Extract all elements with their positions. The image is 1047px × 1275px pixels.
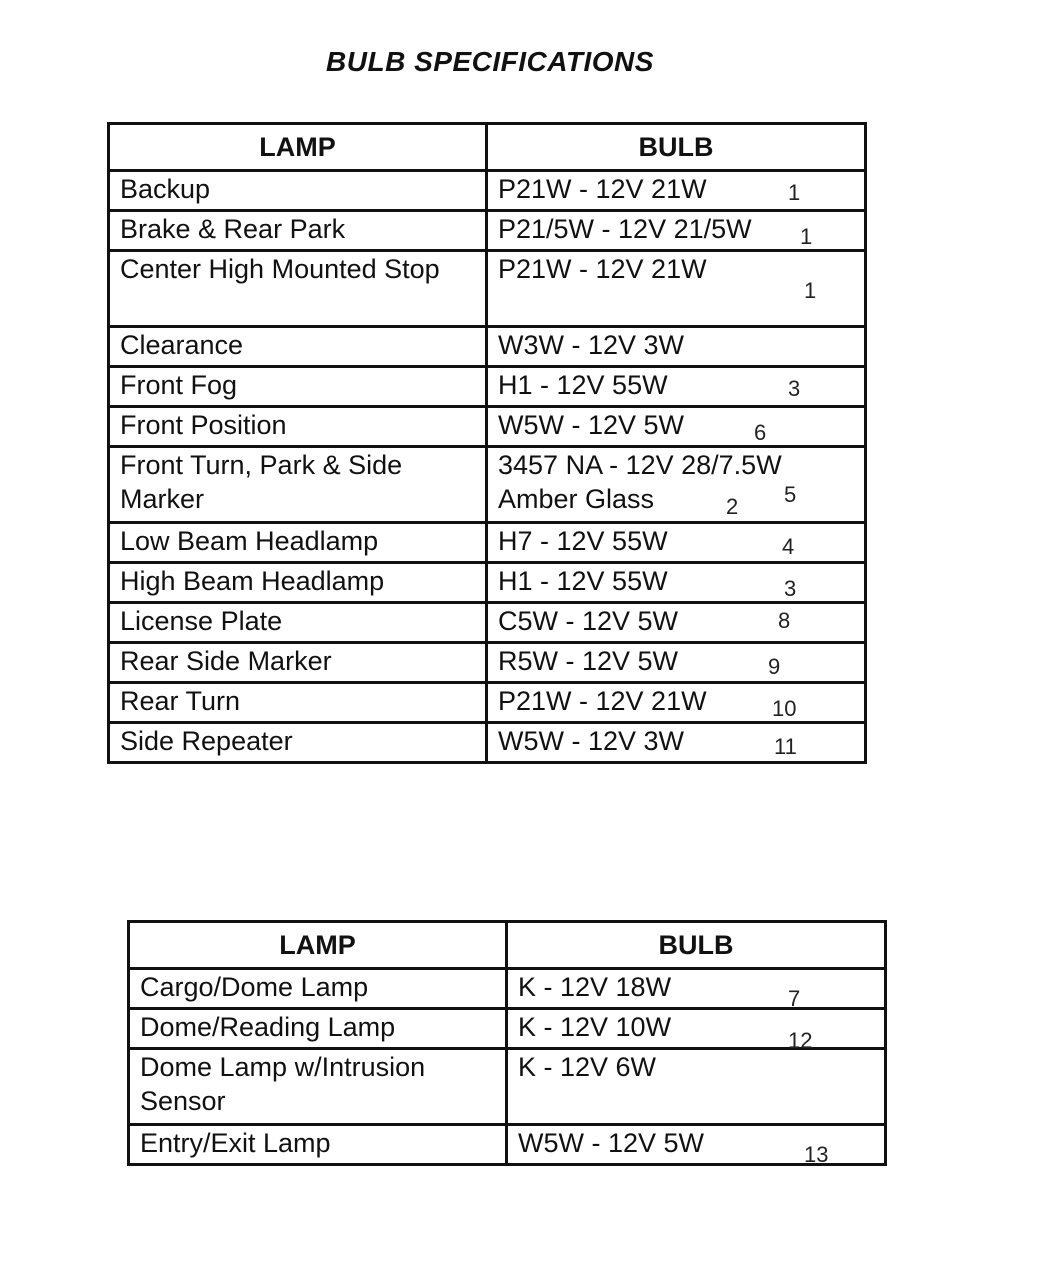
bulb-spec: H7 - 12V 55W [498,526,668,556]
reference-number: 13 [804,1142,829,1167]
bulb-cell [507,1009,886,1053]
bulb-cell [487,723,866,763]
lamp-cell: Dome/Reading Lamp [129,1009,507,1049]
lamp-cell: Brake & Rear Park [109,211,487,251]
bulb-cell [487,211,866,251]
page-title: BULB SPECIFICATIONS [326,46,654,77]
table-row [109,407,866,447]
lamp-cell: Rear Side Marker [109,643,487,683]
bulb-cell [487,407,866,447]
lamp-cell: Dome Lamp w/Intrusion Sensor [129,1049,507,1125]
lamp-cell: Low Beam Headlamp [109,523,487,563]
lamp-cell: Clearance [109,327,487,367]
table-row [109,251,866,327]
lamp-cell: Rear Turn [109,683,487,723]
bulb-spec: H1 - 12V 55W [498,566,668,596]
bulb-cell [487,523,866,563]
bulb-cell [507,1049,886,1125]
bulb-spec: W5W - 12V 3W [498,726,685,756]
table-row [109,327,866,367]
column-header-lamp: LAMP [129,922,507,969]
bulb-cell [487,643,866,683]
table-row [109,563,866,603]
lamp-cell: Center High Mounted Stop [109,251,487,327]
reference-number: 10 [772,696,797,721]
bulb-spec: 3457 NA - 12V 28/7.5W Amber Glass [498,450,782,514]
reference-number: 11 [774,734,797,759]
bulb-spec: K - 12V 10W [518,1012,672,1042]
bulb-spec: C5W - 12V 5W [498,606,679,636]
bulb-spec-table-interior [127,920,887,1166]
bulb-spec: K - 12V 18W [518,972,672,1002]
lamp-cell: Cargo/Dome Lamp [129,969,507,1009]
bulb-spec: P21W - 12V 21W [498,254,707,284]
reference-number: 1 [788,180,801,205]
table-row [129,1125,886,1165]
bulb-cell [487,367,866,407]
lamp-cell: Front Fog [109,367,487,407]
column-header-bulb: BULB [487,124,866,171]
bulb-cell [487,251,866,327]
reference-number: 1 [804,278,817,303]
lamp-cell: License Plate [109,603,487,643]
bulb-spec: W5W - 12V 5W [498,410,685,440]
reference-number: 4 [782,534,795,559]
lamp-cell: Front Position [109,407,487,447]
reference-number: 8 [778,608,791,633]
bulb-cell [507,969,886,1009]
bulb-spec: P21/5W - 12V 21/5W [498,214,752,244]
bulb-cell [487,563,866,603]
lamp-cell: Backup [109,171,487,211]
bulb-cell [487,327,866,367]
reference-number: 12 [788,1028,813,1053]
table-row [109,523,866,563]
table-row [109,367,866,407]
bulb-cell [487,683,866,723]
table-row [109,643,866,683]
bulb-spec: P21W - 12V 21W [498,686,707,716]
bulb-spec: W3W - 12V 3W [498,330,685,360]
bulb-spec: P21W - 12V 21W [498,174,707,204]
lamp-cell: Entry/Exit Lamp [129,1125,507,1165]
table-row [109,447,866,523]
bulb-cell [487,447,866,523]
bulb-spec-table-exterior [107,122,867,764]
bulb-cell [487,603,866,643]
table-row [109,171,866,211]
table-row [129,1049,886,1125]
table-row [129,1009,886,1049]
table-row [109,211,866,251]
reference-number: 1 [800,224,813,249]
bulb-spec: H1 - 12V 55W [498,370,668,400]
reference-number: 6 [754,420,767,445]
bulb-spec: R5W - 12V 5W [498,646,679,676]
table-row [109,723,866,763]
table-row [129,969,886,1009]
bulb-cell [487,171,866,211]
column-header-bulb: BULB [507,922,886,969]
lamp-cell: High Beam Headlamp [109,563,487,603]
bulb-spec: K - 12V 6W [518,1052,657,1082]
table-row [109,603,866,643]
reference-number: 2 [726,494,739,519]
lamp-cell: Front Turn, Park & Side Marker [109,447,487,523]
bulb-cell [507,1125,886,1165]
reference-number: 9 [768,654,781,679]
reference-number: 5 [784,482,797,507]
bulb-spec: W5W - 12V 5W [518,1128,705,1158]
column-header-lamp: LAMP [109,124,487,171]
reference-number: 7 [788,986,801,1011]
reference-number: 3 [784,576,797,601]
reference-number: 3 [788,376,801,401]
table-row [109,683,866,723]
lamp-cell: Side Repeater [109,723,487,763]
